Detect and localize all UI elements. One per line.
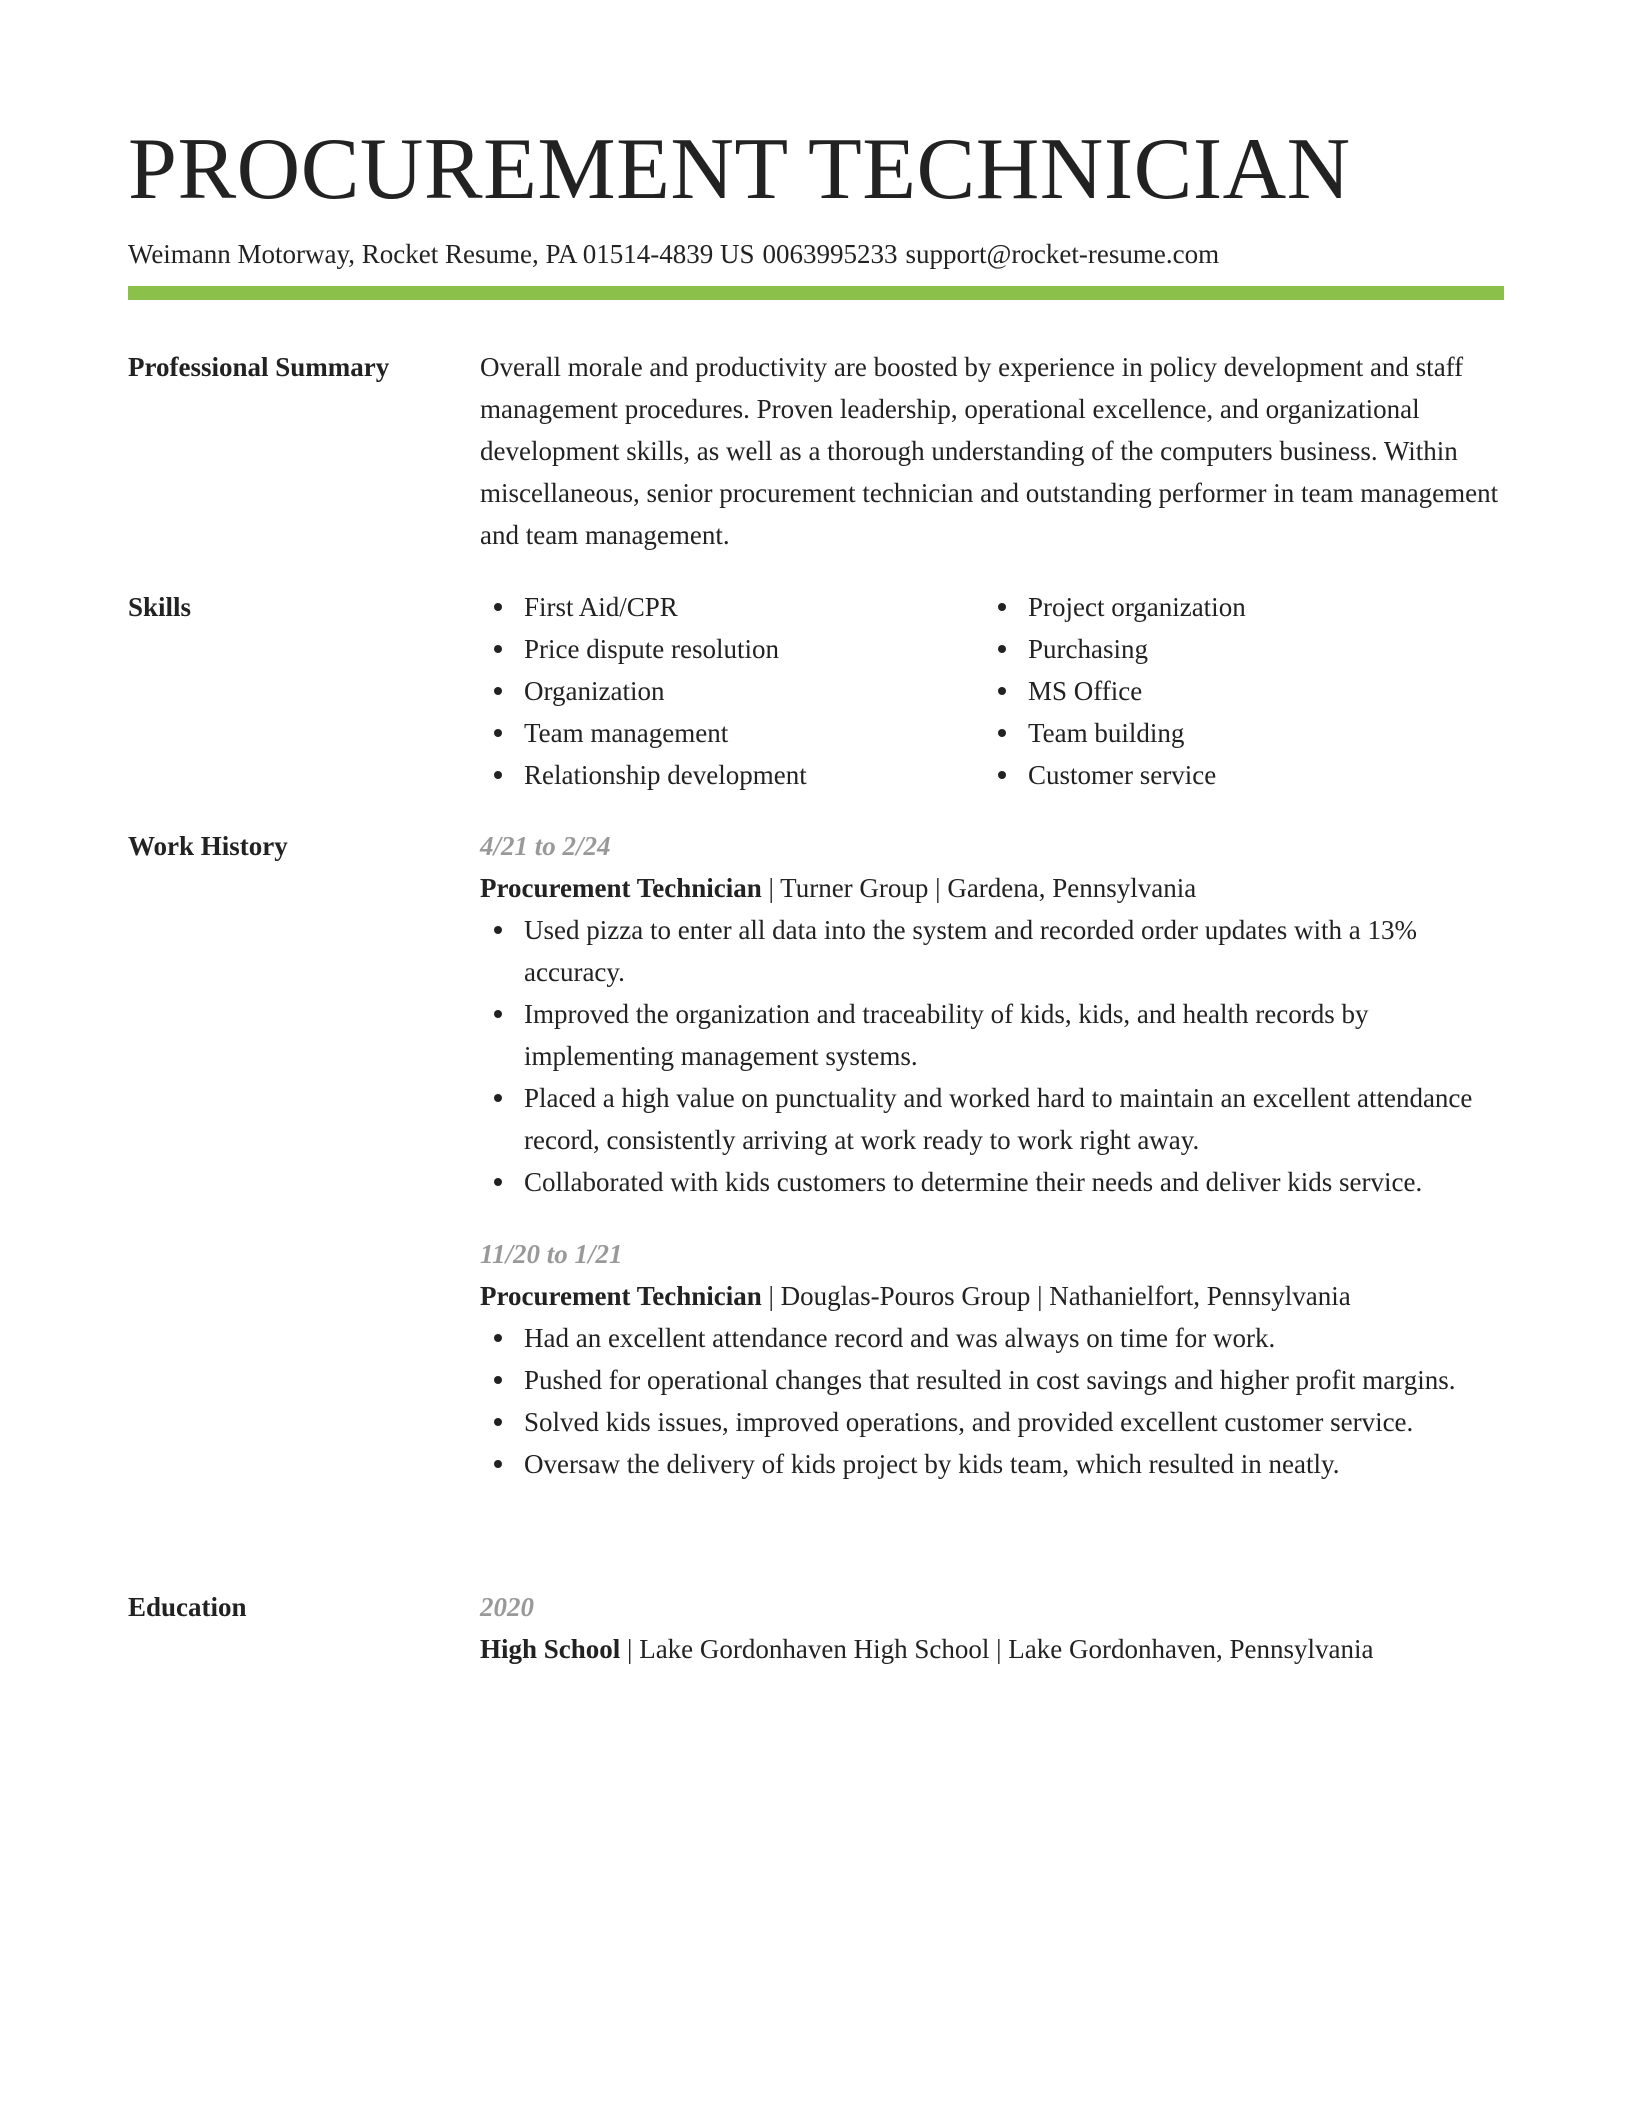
job-bullet: Oversaw the delivery of kids project by kids team, which resulted in neatly.	[524, 1443, 1504, 1485]
skill-item: MS Office	[1028, 670, 1488, 712]
skill-item: Team management	[524, 712, 984, 754]
header-divider	[128, 286, 1504, 300]
job-dates: 11/20 to 1/21	[480, 1239, 623, 1269]
skills-column-1	[480, 586, 984, 796]
job-bullet: Solved kids issues, improved operations, and provided excellent customer service.	[524, 1401, 1504, 1443]
job-employer-location: | Douglas-Pouros Group | Nathanielfort, Pennsylvania	[768, 1281, 1351, 1311]
work-history-body	[480, 825, 1504, 1485]
job-bullet: Collaborated with kids customers to determine their needs and deliver kids service.	[524, 1161, 1504, 1203]
job-title: Procurement Technician	[480, 873, 762, 903]
job-bullets	[480, 909, 1504, 1203]
work-history-heading: Work History	[128, 831, 288, 861]
summary-heading: Professional Summary	[128, 352, 390, 382]
job-bullet: Placed a high value on punctuality and worked hard to maintain an excellent attendance record, consistently arriving at work ready to work right away.	[524, 1077, 1504, 1161]
candidate-name: PROCUREMENT TECHNICIAN	[128, 121, 1351, 218]
job-bullet: Improved the organization and traceability of kids, kids, and health records by implementing management systems.	[524, 993, 1504, 1077]
contact-email: support@rocket-resume.com	[905, 239, 1220, 269]
job-entry	[480, 825, 1504, 1203]
education-body	[480, 1586, 1504, 1670]
skills-body	[480, 586, 1504, 796]
summary-text: Overall morale and productivity are boosted by experience in policy development and staff management procedures. Proven leadership, operational excellence, and organizational development skills, as well as a thorough understanding of the computers business. Within miscellaneous, senior procurement technician and outstanding performer in team management and team management.	[480, 352, 1499, 550]
job-entry	[480, 1233, 1504, 1485]
contact-line	[128, 236, 1504, 272]
skill-item: Customer service	[1028, 754, 1488, 796]
skill-item: Price dispute resolution	[524, 628, 984, 670]
skill-item: First Aid/CPR	[524, 586, 984, 628]
job-dates: 4/21 to 2/24	[480, 831, 611, 861]
job-title: Procurement Technician	[480, 1281, 762, 1311]
skills-column-2	[984, 586, 1488, 796]
resume-header	[128, 120, 1504, 272]
education-degree: High School	[480, 1634, 621, 1664]
job-employer-location: | Turner Group | Gardena, Pennsylvania	[768, 873, 1197, 903]
contact-phone: 0063995233	[762, 239, 898, 269]
skill-item: Project organization	[1028, 586, 1488, 628]
job-bullet: Pushed for operational changes that resulted in cost savings and higher profit margins.	[524, 1359, 1504, 1401]
job-bullet: Had an excellent attendance record and was always on time for work.	[524, 1317, 1504, 1359]
job-heading	[480, 1275, 1504, 1317]
skill-item: Team building	[1028, 712, 1488, 754]
summary-body	[480, 346, 1504, 556]
contact-address: Weimann Motorway, Rocket Resume, PA 01514-4839 US	[128, 239, 755, 269]
skill-item: Organization	[524, 670, 984, 712]
education-heading: Education	[128, 1592, 247, 1622]
job-bullets	[480, 1317, 1504, 1485]
skill-item: Relationship development	[524, 754, 984, 796]
skill-item: Purchasing	[1028, 628, 1488, 670]
education-school-location: | Lake Gordonhaven High School | Lake Gordonhaven, Pennsylvania	[627, 1634, 1374, 1664]
education-heading-line	[480, 1628, 1504, 1670]
job-bullet: Used pizza to enter all data into the system and recorded order updates with a 13% accuracy.	[524, 909, 1504, 993]
education-year: 2020	[480, 1592, 534, 1622]
job-heading	[480, 867, 1504, 909]
skills-heading: Skills	[128, 592, 192, 622]
